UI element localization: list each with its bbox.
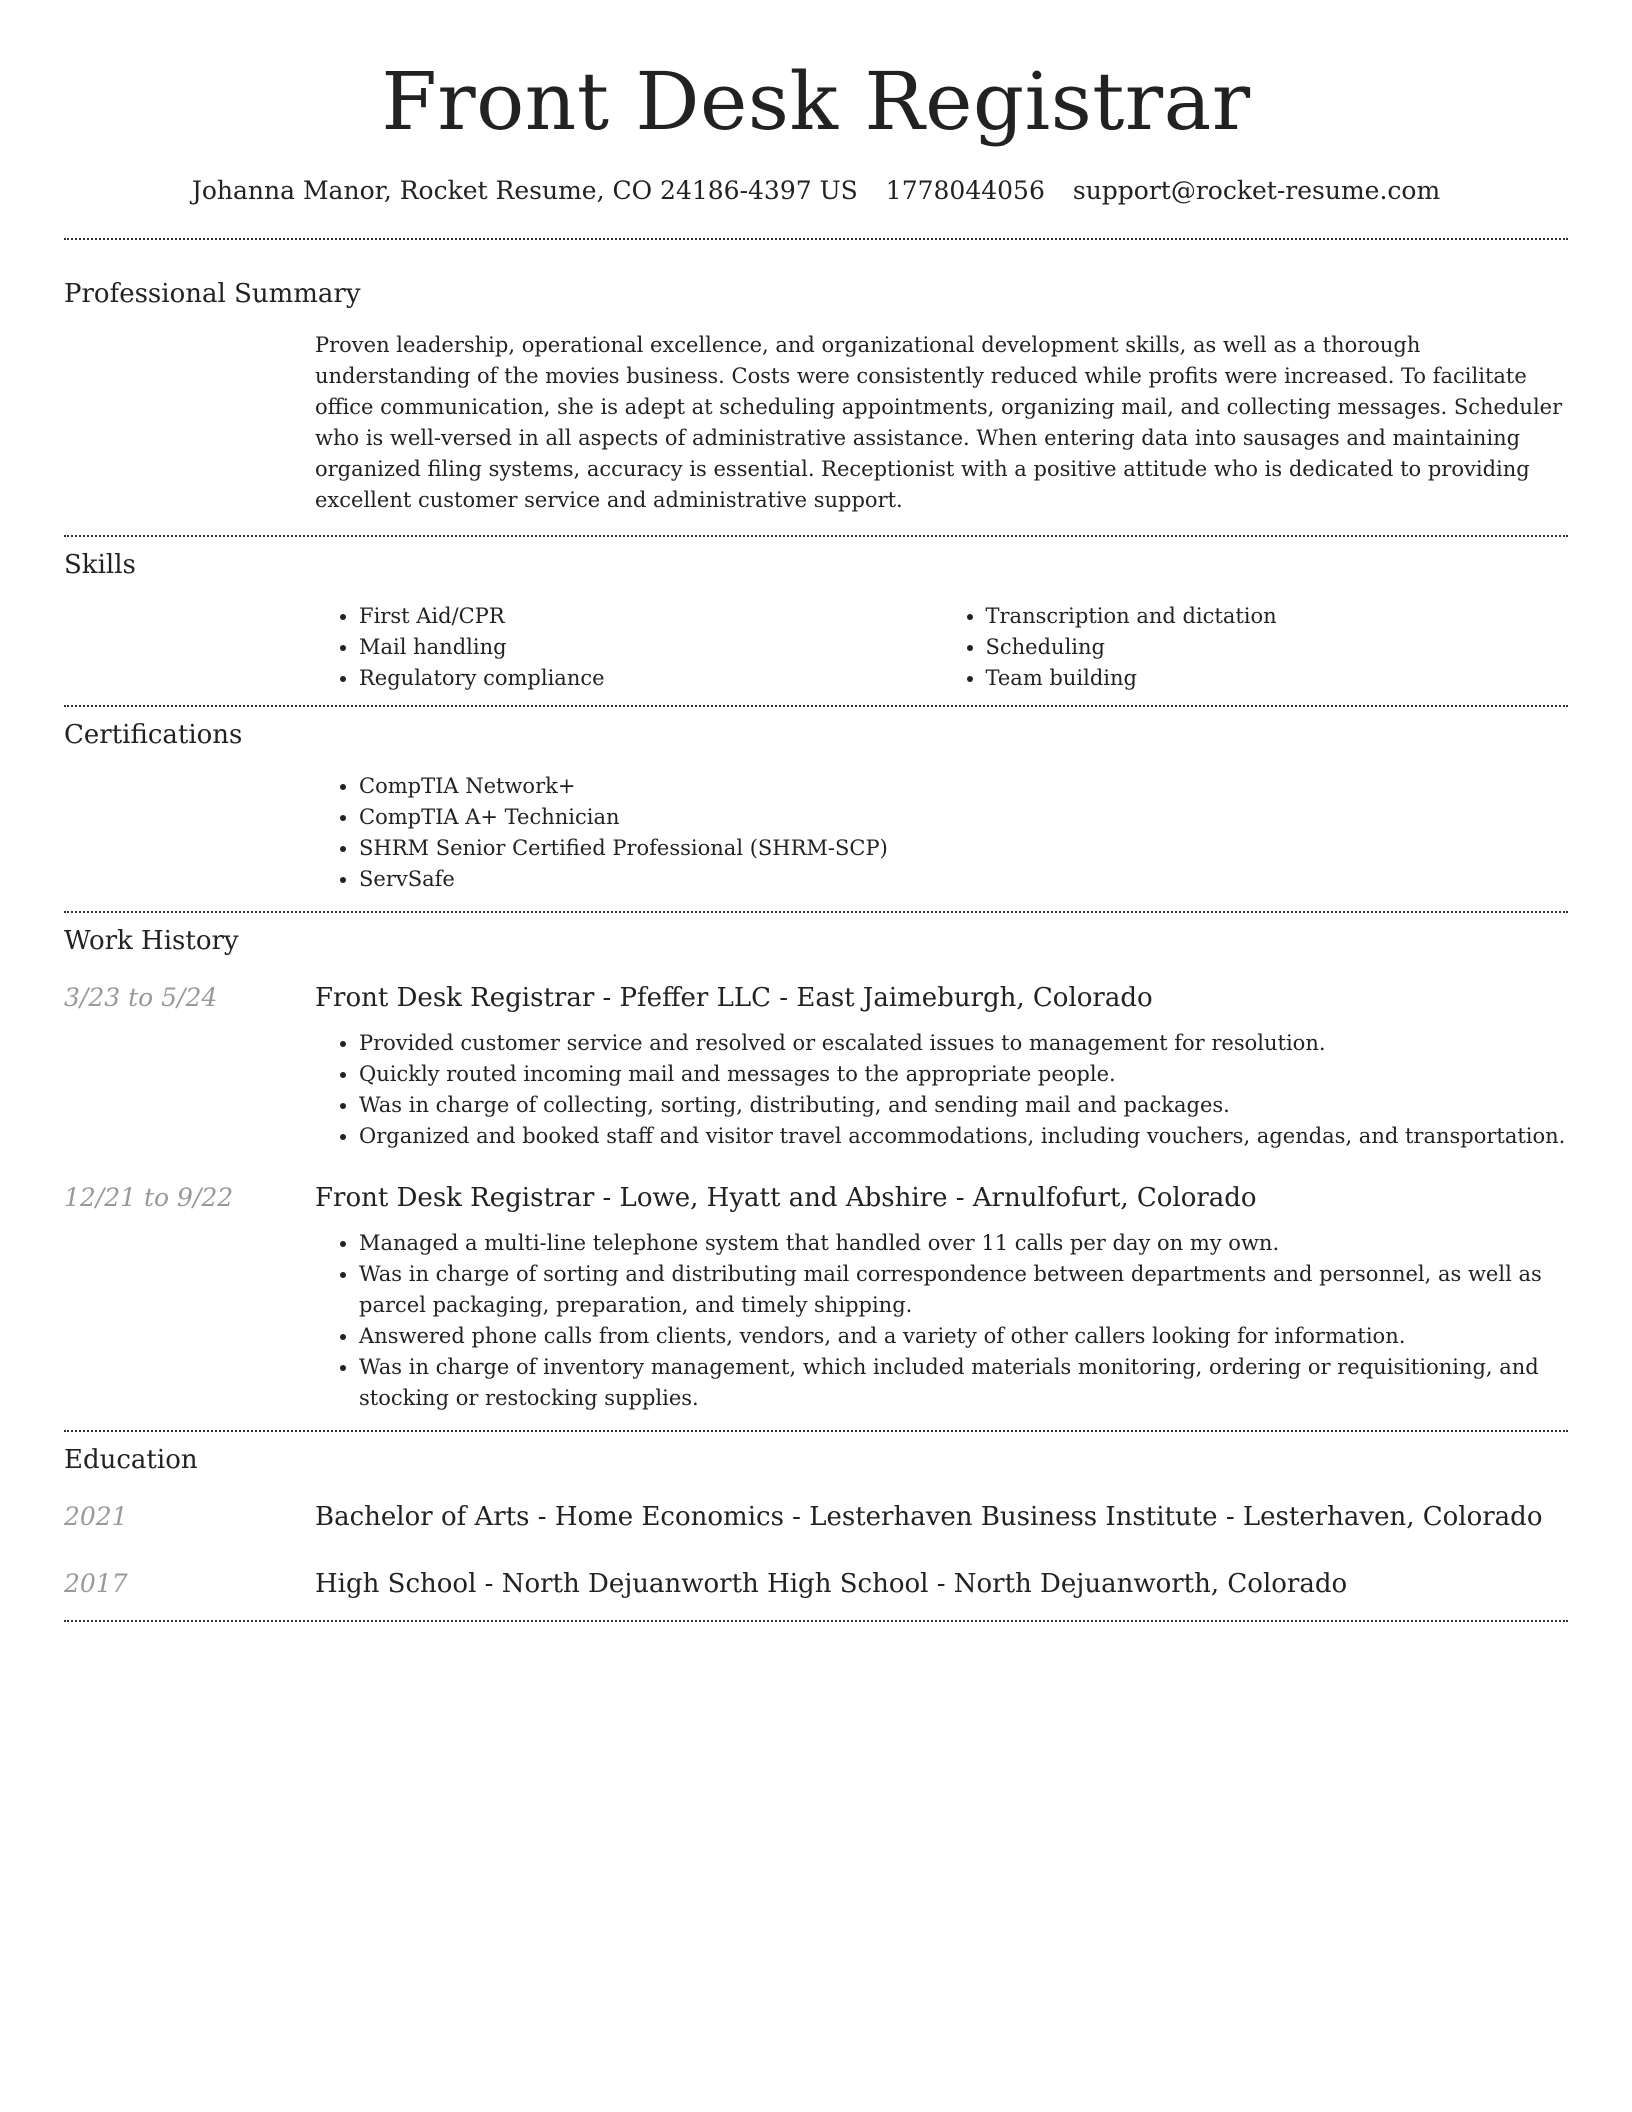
education-entry bbox=[64, 1500, 1568, 1534]
education-year: 2021 bbox=[64, 1502, 128, 1531]
contact-line bbox=[64, 174, 1568, 208]
job-dates: 12/21 to 9/22 bbox=[64, 1183, 234, 1212]
divider bbox=[64, 238, 1568, 240]
skill-item: • Mail handling bbox=[359, 632, 942, 663]
contact-email: support@rocket-resume.com bbox=[1072, 176, 1441, 205]
job-bullet: • Was in charge of sorting and distributing mail correspondence between departments and personnel, as well as parcel packaging, preparation, and timely shipping. bbox=[359, 1259, 1568, 1321]
education-details: Bachelor of Arts - Home Economics - Lesterhaven Business Institute - Lesterhaven, Colorado bbox=[315, 1502, 1543, 1532]
skills-list bbox=[315, 601, 1568, 694]
certification-item: • CompTIA Network+ bbox=[359, 771, 1568, 802]
certification-item: • SHRM Senior Certified Professional (SHRM-SCP) bbox=[359, 833, 1568, 864]
skill-item: • Scheduling bbox=[986, 632, 1569, 663]
section-title-summary: Professional Summary bbox=[64, 279, 361, 309]
divider bbox=[64, 911, 1568, 913]
contact-phone: 1778044056 bbox=[885, 176, 1045, 205]
skill-item: • Team building bbox=[986, 663, 1569, 694]
skills-column-right bbox=[942, 601, 1569, 694]
education-entry bbox=[64, 1567, 1568, 1601]
job-bullet: • Answered phone calls from clients, vendors, and a variety of other callers looking for information. bbox=[359, 1321, 1568, 1352]
education-details: High School - North Dejuanworth High School - North Dejuanworth, Colorado bbox=[315, 1569, 1348, 1599]
divider bbox=[64, 705, 1568, 707]
job-bullet: • Organized and booked staff and visitor travel accommodations, including vouchers, agendas, and transportation. bbox=[359, 1121, 1568, 1152]
job-bullets bbox=[315, 1028, 1568, 1152]
job-dates: 3/23 to 5/24 bbox=[64, 983, 218, 1012]
job-bullets bbox=[315, 1228, 1568, 1414]
section-title-skills: Skills bbox=[64, 550, 136, 580]
job-bullet: • Provided customer service and resolved or escalated issues to management for resolution. bbox=[359, 1028, 1568, 1059]
skill-item: • Transcription and dictation bbox=[986, 601, 1569, 632]
section-title-education: Education bbox=[64, 1445, 198, 1475]
certification-item: • ServSafe bbox=[359, 864, 1568, 895]
resume-name: Front Desk Registrar bbox=[381, 55, 1251, 148]
divider bbox=[64, 535, 1568, 537]
summary-text: Proven leadership, operational excellence, and organizational development skills, as well as a thorough understanding of the movies business. Costs were consistently reduced while profits were increased. To facilitate office communication, she is adept at scheduling appointments, organizing mail, and collecting messages. Scheduler who is well-versed in all aspects of administrative assistance. When entering data into sausages and maintaining organized filing systems, accuracy is essential. Receptionist with a positive attitude who is dedicated to providing excellent customer service and administrative support. bbox=[315, 333, 1563, 512]
divider bbox=[64, 1620, 1568, 1622]
job-entry bbox=[64, 1181, 1568, 1414]
job-bullet: • Was in charge of inventory management, which included materials monitoring, ordering or requisitioning, and stocking or restocking supplies. bbox=[359, 1352, 1568, 1414]
skills-column-left bbox=[315, 601, 942, 694]
skill-item: • Regulatory compliance bbox=[359, 663, 942, 694]
divider bbox=[64, 1430, 1568, 1432]
job-entry bbox=[64, 981, 1568, 1152]
section-title-work-history: Work History bbox=[64, 926, 239, 956]
job-bullet: • Was in charge of collecting, sorting, distributing, and sending mail and packages. bbox=[359, 1090, 1568, 1121]
resume-page bbox=[64, 0, 1568, 1622]
contact-address: Johanna Manor, Rocket Resume, CO 24186-4397 US bbox=[191, 176, 858, 205]
education-year: 2017 bbox=[64, 1569, 128, 1598]
job-title: Front Desk Registrar - Pfeffer LLC - East Jaimeburgh, Colorado bbox=[315, 983, 1153, 1013]
job-bullet: • Managed a multi-line telephone system that handled over 11 calls per day on my own. bbox=[359, 1228, 1568, 1259]
certifications-list bbox=[315, 771, 1568, 895]
certification-item: • CompTIA A+ Technician bbox=[359, 802, 1568, 833]
skill-item: • First Aid/CPR bbox=[359, 601, 942, 632]
job-bullet: • Quickly routed incoming mail and messages to the appropriate people. bbox=[359, 1059, 1568, 1090]
job-title: Front Desk Registrar - Lowe, Hyatt and Abshire - Arnulfofurt, Colorado bbox=[315, 1183, 1257, 1213]
section-title-certifications: Certifications bbox=[64, 720, 243, 750]
